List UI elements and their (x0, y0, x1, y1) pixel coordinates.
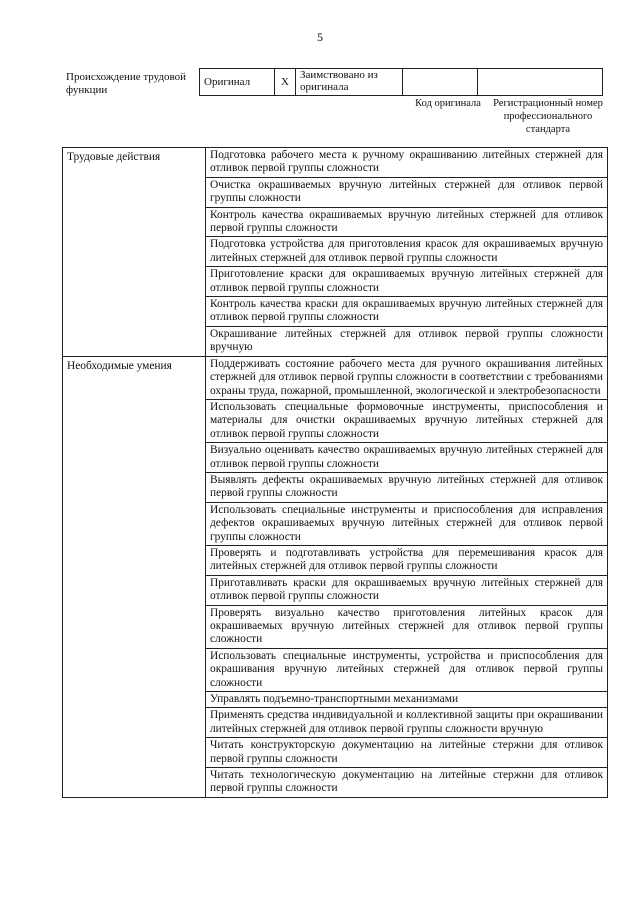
section-item: Визуально оценивать качество окрашиваемых вручную литейных стержней для отливок первой группы сложности (206, 443, 608, 473)
code-caption: Код оригинала (415, 98, 481, 109)
section-item: Приготовление краски для окрашиваемых вручную литейных стержней для отливок первой группы сложности (206, 267, 608, 297)
section-item: Использовать специальные формовочные инструменты, приспособления и материалы для очистки окрашиваемых вручную литейных стержней для отливок первой группы сложности (206, 399, 608, 442)
origin-reg-cell (478, 69, 603, 96)
page-number: 5 (317, 30, 323, 44)
origin-table (199, 68, 603, 96)
table-row (63, 148, 608, 178)
functions-table (62, 147, 608, 798)
table-row (63, 356, 608, 399)
section-item: Очистка окрашиваемых вручную литейных стержней для отливок первой группы сложности (206, 177, 608, 207)
section-item: Проверять и подготавливать устройства для перемешивания красок для литейных стержней для отливок первой группы сложности (206, 545, 608, 575)
origin-original-cell: Оригинал (200, 69, 275, 96)
section-item: Проверять визуально качество приготовления литейных красок для окрашиваемых вручную литейных стержней для отливок первой группы сложности (206, 605, 608, 648)
section-item: Контроль качества краски для окрашиваемых вручную литейных стержней для отливок первой группы сложности (206, 297, 608, 327)
section-item: Окрашивание литейных стержней для отливок первой группы сложности вручную (206, 326, 608, 356)
section-item: Использовать специальные инструменты и приспособления для исправления дефектов окрашиваемых вручную литейных стержней для отливок первой группы сложности (206, 502, 608, 545)
origin-label: Происхождение трудовой функции (66, 71, 187, 96)
origin-borrowed-cell: Заимствовано из оригинала (296, 69, 403, 96)
section-item: Выявлять дефекты окрашиваемых вручную литейных стержней для отливок первой группы сложности (206, 472, 608, 502)
section-title: Необходимые умения (63, 356, 206, 797)
section-item: Читать конструкторскую документацию на литейные стержни для отливок первой группы сложности (206, 738, 608, 768)
section-item: Контроль качества окрашиваемых вручную литейных стержней для отливок первой группы сложности (206, 207, 608, 237)
section-item: Подготовка рабочего места к ручному окрашиванию литейных стержней для отливок первой группы сложности (206, 148, 608, 178)
section-item: Применять средства индивидуальной и коллективной защиты при окрашивании литейных стержней для отливок первой группы сложности вручную (206, 708, 608, 738)
origin-code-cell (403, 69, 478, 96)
section-item: Поддерживать состояние рабочего места для ручного окрашивания литейных стержней для отливок первой группы сложности в соответствии с требованиями охраны труда, пожарной, промышленной, экологической и электробезопасности (206, 356, 608, 399)
origin-mark: X (275, 69, 296, 96)
section-item: Читать технологическую документацию на литейные стержни для отливок первой группы сложности (206, 768, 608, 798)
section-item: Подготовка устройства для приготовления красок для окрашиваемых вручную литейных стержней для отливок первой группы сложности (206, 237, 608, 267)
section-item: Приготавливать краски для окрашиваемых вручную литейных стержней для отливок первой группы сложности (206, 575, 608, 605)
section-item: Использовать специальные инструменты, устройства и приспособления для окрашивания вручную литейных стержней для отливок первой группы сложности (206, 648, 608, 691)
reg-caption: Регистрационный номер профессионального стандарта (493, 98, 603, 135)
section-title: Трудовые действия (63, 148, 206, 357)
section-item: Управлять подъемно-транспортными механизмами (206, 692, 608, 708)
